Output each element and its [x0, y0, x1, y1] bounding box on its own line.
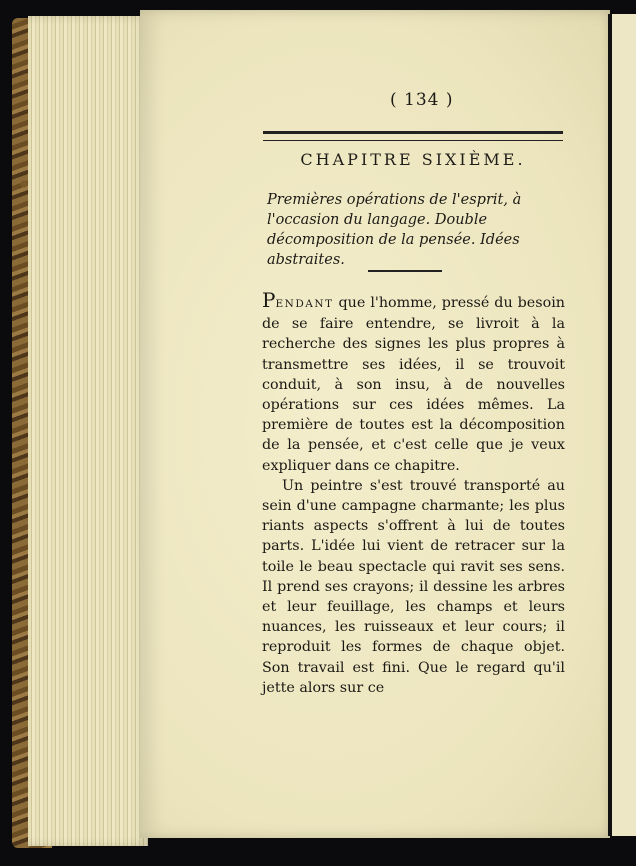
page-number: ( 134 ) [390, 90, 454, 110]
section-divider [368, 270, 442, 272]
paragraph-1 [262, 290, 565, 476]
small-caps-word: ENDANT [275, 298, 334, 310]
chapter-title: CHAPITRE SIXIÈME. [300, 150, 526, 169]
paragraph-2: Un peintre s'est trouvé transporté au sein d'une campagne charmante; les plus riants aspects s'offrent à lui de toutes parts. L'idée lui vient de retracer sur la toile le beau spectacle qui ravit ses sens. Il prend ses crayons; il dessine les arbres et leur feuillage, les champs et leurs nuances, les ruisseaux et leur cours; il reproduit les formes de chaque objet. Son travail est fini. Que le regard qu'il jette alors sur ce [262, 477, 565, 696]
paragraph-1-text: que l'homme, pressé du besoin de se faire entendre, se livroit à la recherche des signes les plus propres à transmettre ses idées, il se trouvoit conduit, à son insu, à de nouvelles opérations sur ces idées mêmes. La première de toutes est la décomposition de la pensée, et c'est celle que je veux expliquer dans ce chapitre. [262, 295, 565, 474]
body-text [262, 290, 565, 698]
header-rule [263, 131, 563, 141]
page-stack-edge [28, 16, 148, 846]
chapter-subtitle: Premières opérations de l'esprit, à l'occasion du langage. Double décomposition de la pensée. Idées abstraites. [267, 192, 522, 268]
facing-page [612, 14, 636, 836]
drop-cap: P [262, 288, 276, 312]
